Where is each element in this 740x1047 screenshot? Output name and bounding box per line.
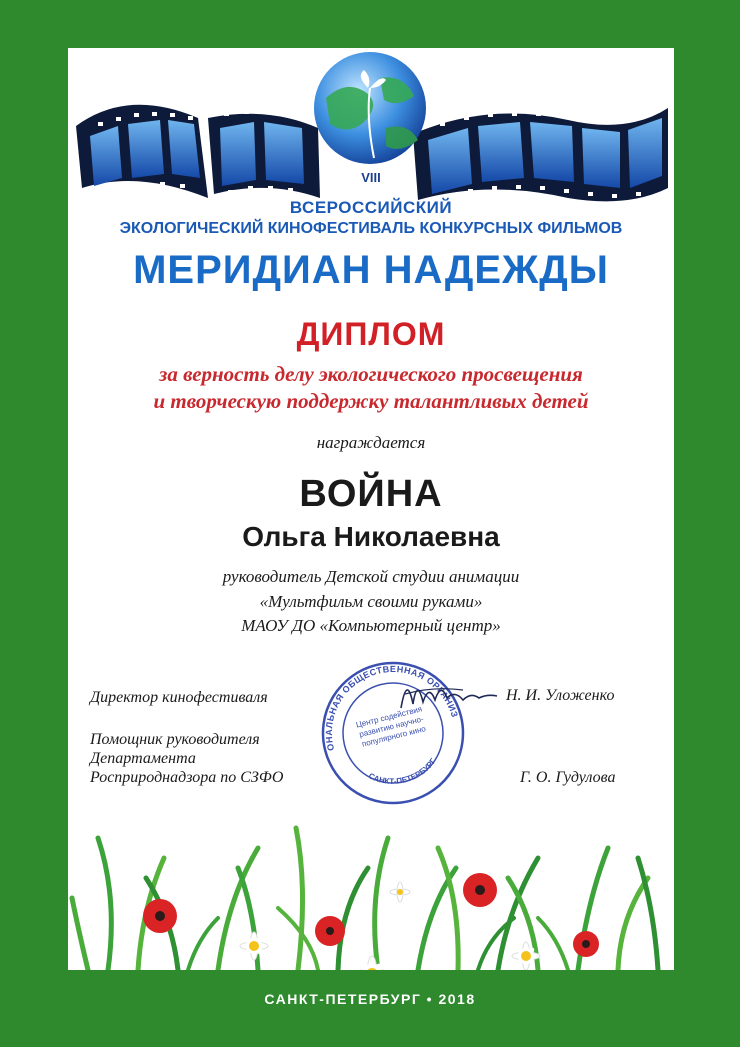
diploma-heading: ДИПЛОМ: [296, 316, 446, 352]
globe-logo-icon: [68, 48, 674, 188]
stamp-ring-text: РЕГИОНАЛЬНАЯ ОБЩЕСТВЕННАЯ ОРГАНИЗАЦИЯ: [323, 663, 460, 752]
diploma-reason-line-2: и творческую поддержку талантливых детей: [153, 389, 589, 413]
assistant-title-line-2: Департамента: [90, 750, 196, 767]
festival-subtitle-2: ЭКОЛОГИЧЕСКИЙ КИНОФЕСТИВАЛЬ КОНКУРСНЫХ ФИЛЬМОВ: [119, 220, 623, 237]
stamp-city-text: САНКТ-ПЕТЕРБУРГ: [367, 756, 438, 786]
poppy-flowers: [143, 873, 599, 957]
director-name: Н. И. Уложенко: [506, 687, 615, 704]
festival-subtitle-1: ВСЕРОССИЙСКИЙ: [289, 198, 453, 217]
handwritten-signature: [393, 664, 503, 724]
diploma-sheet: [68, 48, 674, 970]
assistant-title-line-1: Помощник руководителя: [90, 731, 260, 748]
footer-city-year: САНКТ-ПЕТЕРБУРГ • 2018: [264, 991, 476, 1007]
assistant-title-line-3: Росприроднадзора по СЗФО: [90, 769, 284, 786]
recipient-position-line-1: руководитель Детской студии анимации: [222, 567, 520, 586]
recipient-surname: ВОЙНА: [299, 473, 443, 515]
meadow-flowers-graphic: [68, 798, 674, 970]
stamp-center-text: Центр содействия развитию научно-популярного кино: [355, 704, 427, 749]
festival-title: МЕРИДИАН НАДЕЖДЫ: [133, 248, 609, 292]
recipient-position-line-3: МАОУ ДО «Компьютерный центр»: [241, 616, 501, 635]
recipient-given-names: Ольга Николаевна: [242, 521, 500, 552]
assistant-title: [90, 730, 283, 787]
festival-edition: VIII: [361, 170, 381, 185]
awarded-label: награждается: [316, 433, 426, 452]
director-title: Директор кинофестиваля: [90, 689, 268, 706]
assistant-name: Г. О. Гудулова: [520, 769, 616, 786]
diploma-reason-line-1: за верность делу экологического просвещения: [159, 362, 583, 386]
recipient-position-line-2: «Мультфильм своими руками»: [259, 592, 483, 611]
